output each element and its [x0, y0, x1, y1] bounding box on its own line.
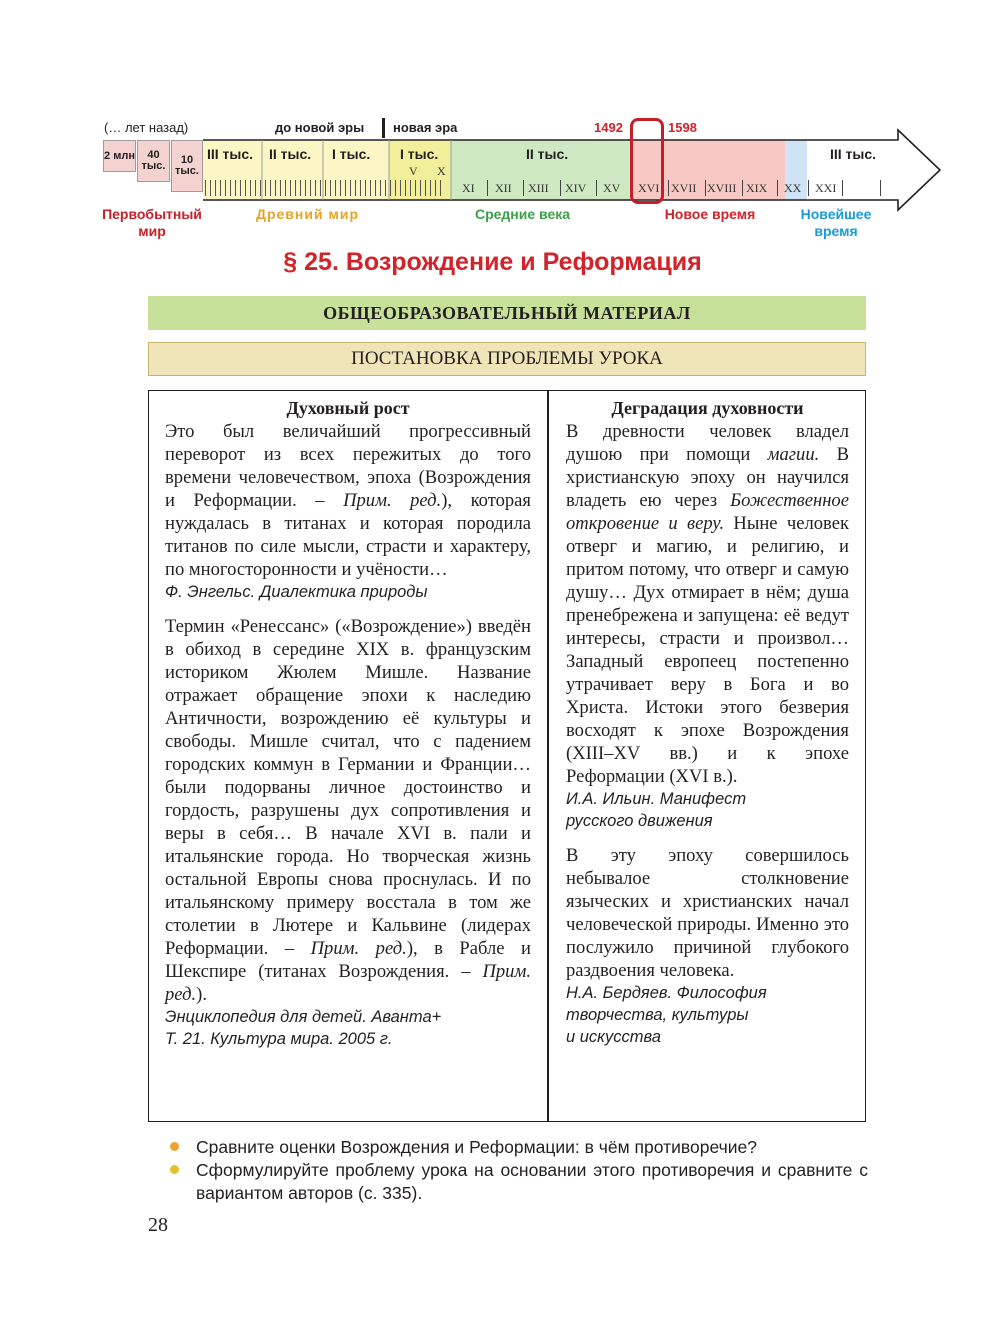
- berdyaev-quote: В эту эпоху совершилось небывалое столкновение языческих и христианских начал человеческой природы. Именно это послужило причиной глубокого раздвоения человека.: [566, 845, 849, 981]
- quote-table: [148, 390, 866, 1122]
- century-label: XIII: [528, 181, 549, 195]
- century-v: V: [409, 164, 418, 178]
- era-primitive: Первобытный мир: [102, 206, 202, 239]
- ticks-millennia: [205, 180, 445, 196]
- millennium-1-ad: I тыс.: [400, 146, 439, 162]
- century-label: XI: [462, 181, 475, 195]
- left-column: [165, 397, 531, 1050]
- timeline: [0, 110, 985, 250]
- century-label: XVI: [638, 181, 660, 195]
- encyclopedia-source: Энциклопедия для детей. Аванта+ Т. 21. Культура мира. 2005 г.: [165, 1008, 442, 1048]
- era-contemporary: Новейшее время: [800, 206, 872, 239]
- year-end: 1598: [668, 120, 697, 135]
- century-label: XVII: [671, 181, 697, 195]
- era-medieval: Средние века: [474, 206, 571, 222]
- era-modern: Новое время: [664, 206, 756, 222]
- encyclopedia-quote: Термин «Ренессанс» («Возрождение») введён в обиход в середине XIX в. французским историком Жюлем Мишле. Название отражает обращение эпохи к наследию Античности, возрождению её культуры и свободы. Мишле считал, что с падением городских коммун в Германии и Франции… были подорваны личное достоинство и гордость, разрушены дух сопротивления и веры в себя… В начале XVI в. пали и итальянские города. Но творческая жизнь остальной Европы снова проснулась. И по итальянскому примеру восстала в том же столетии в Лютере и Кальвине (лидерах Реформации. – Прим. ред.), в Рабле и Шекспире (титанах Возрождения. – Прим. ред.).: [165, 616, 531, 1005]
- year-start: 1492: [594, 120, 623, 135]
- question-item: Сравните оценки Возрождения и Реформации: в чём противоречие?: [170, 1136, 868, 1159]
- general-material-bar: ОБЩЕОБРАЗОВАТЕЛЬНЫЙ МАТЕРИАЛ: [148, 296, 866, 330]
- bullet-icon: [170, 1142, 179, 1151]
- small-box-10k: 10 тыс.: [171, 140, 203, 192]
- lesson-problem-bar: ПОСТАНОВКА ПРОБЛЕМЫ УРОКА: [148, 342, 866, 376]
- ilyin-source: И.А. Ильин. Манифест русского движения: [566, 790, 747, 830]
- millennium-3-ad: III тыс.: [830, 146, 877, 162]
- era-ancient: Древний мир: [256, 206, 359, 222]
- question-item: Сформулируйте проблему урока на основании этого противоречия и сравните с вариантом авторов (с. 335).: [170, 1159, 868, 1205]
- small-box-40k: 40 тыс.: [137, 140, 170, 182]
- century-label: XIX: [746, 181, 768, 195]
- right-column: [566, 397, 849, 1048]
- year-range-marker: [630, 118, 664, 204]
- berdyaev-source: Н.А. Бердяев. Философия творчества, культуры и искусства: [566, 984, 767, 1046]
- years-ago-label: (… лет назад): [104, 120, 189, 135]
- bullet-icon: [170, 1165, 179, 1174]
- column-divider: [547, 391, 549, 1121]
- century-x: X: [437, 164, 446, 178]
- century-label: XX: [784, 181, 802, 195]
- timeline-band: [0, 110, 985, 220]
- page-number: 28: [148, 1214, 168, 1236]
- bc-label: до новой эры: [275, 120, 365, 135]
- ad-label: новая эра: [393, 120, 458, 135]
- century-label: XVIII: [707, 181, 737, 195]
- century-label: XV: [603, 181, 621, 195]
- century-label: XIV: [565, 181, 587, 195]
- millennium-1-bc: I тыс.: [332, 146, 371, 162]
- millennium-2-ad: II тыс.: [526, 146, 569, 162]
- small-box-2mln: 2 млн: [103, 140, 136, 172]
- engels-source: Ф. Энгельс. Диалектика природы: [165, 583, 428, 601]
- millennium-2-bc: II тыс.: [269, 146, 312, 162]
- millennium-3-bc: III тыс.: [207, 146, 254, 162]
- right-heading: Деградация духовности: [611, 398, 804, 418]
- ilyin-quote: В древности человек владел душою при помощи магии. В христианскую эпоху он научился владеть ею через Божественное откровение и веру. Ныне человек отверг и магию, и религию, и притом потому, что отверг и самую душу… Дух отмирает в нём; душа пренебрежена и запущена: её ведут интересы, страсти и произвол… Западный европеец постепенно утрачивает веру в Бога и во Христа. Истоки этого безверия восходят к эпохе Возрождения (XIII–XV вв.) и к эпохе Реформации (XVI в.).: [566, 421, 849, 787]
- paragraph-title: § 25. Возрождение и Реформация: [283, 248, 702, 276]
- engels-quote: Это был величайший прогрессивный переворот из всех пережитых до того времени человечеством, эпоха (Возрождения и Реформации. – Прим. ред.), которая нуждалась в титанах и которая породила титанов по силе мысли, страсти и характеру, по многосторонности и учёности…: [165, 421, 531, 580]
- century-label: XXI: [815, 181, 837, 195]
- left-heading: Духовный рост: [286, 398, 410, 418]
- century-label: XII: [495, 181, 512, 195]
- questions-list: [170, 1136, 868, 1205]
